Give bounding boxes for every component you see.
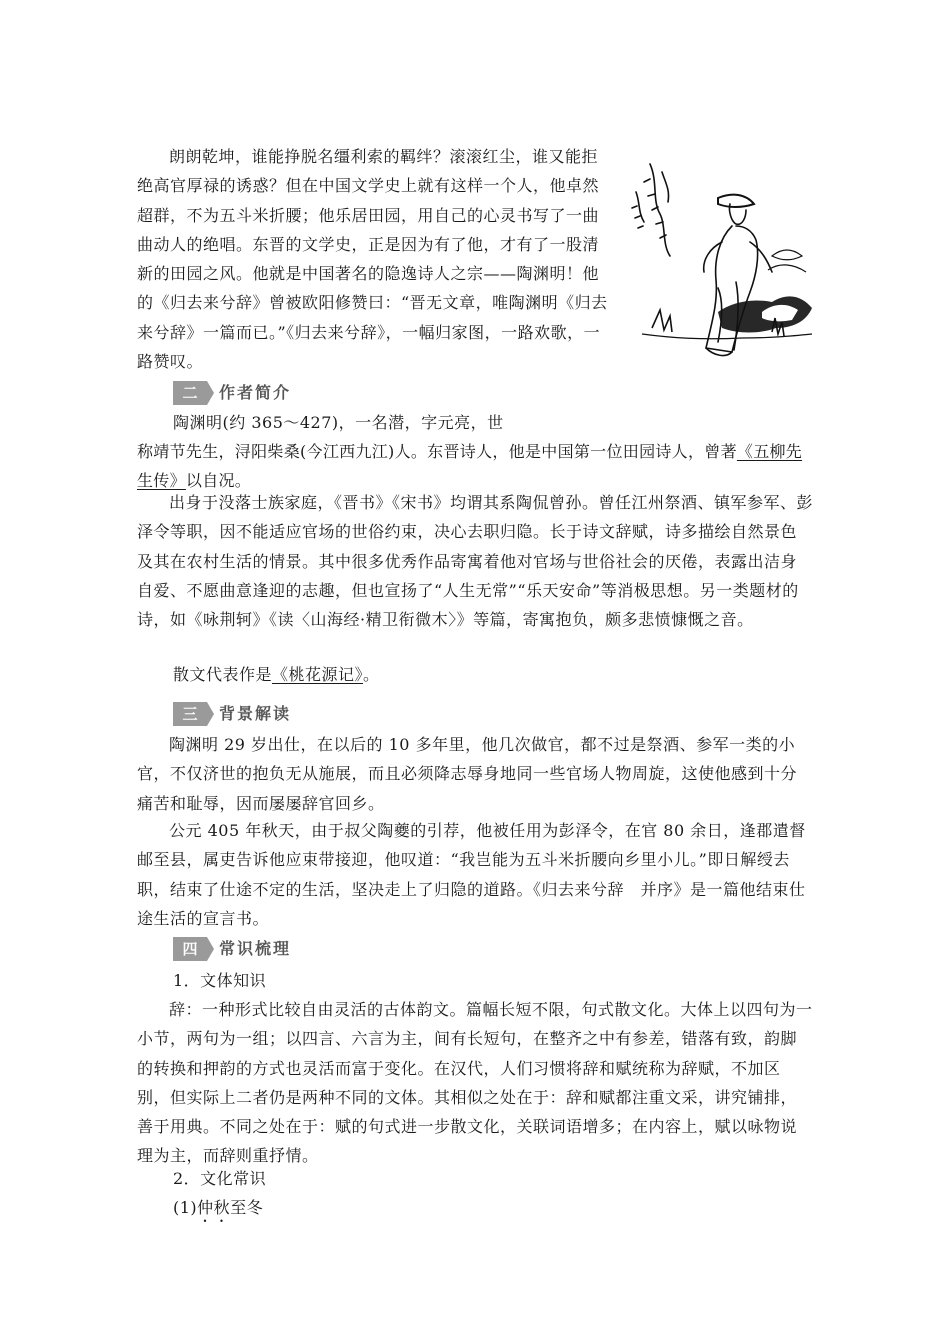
subitem-emphasis: 仲秋 [197, 1198, 231, 1217]
prose-label: 散文代表作是 [173, 665, 273, 684]
author-prose-line [173, 660, 849, 689]
section-title: 常识梳理 [219, 939, 292, 958]
author-paragraph-2: 出身于没落士族家庭，《晋书》《宋书》均谓其系陶侃曾孙。曾任江州祭酒、镇军参军、彭泽令等职，因不能适应官场的世俗约束，决心去职归隐。长于诗文辞赋，诗多描绘自然景色及其在农村生活的情景。其中很多优秀作品寄寓着他对官场与世俗社会的厌倦，表露出洁身自爱、不愿曲意逢迎的志趣，但也宣扬了“人生无常”“乐天安命”等消极思想。另一类题材的诗，如《咏荆轲》《读〈山海经·精卫衔微木〉》等篇，寄寓抱负，颇多悲愤慷慨之音。 [137, 493, 814, 630]
prose-end: 。 [363, 665, 380, 684]
section-title: 作者简介 [219, 383, 292, 402]
subitem-rest: 至冬 [230, 1198, 264, 1217]
knowledge-paragraph-1: 辞：一种形式比较自由灵活的古体韵文。篇幅长短不限，句式散文化。大体上以四句为一小节，两句为一组；以四言、六言为主，间有长短句，在整齐之中有参差，错落有致，韵脚的转换和押韵的方式也灵活而富于变化。在汉代，人们习惯将辞和赋统称为辞赋，不加区别，但实际上二者仍是两种不同的文体。其相似之处在于：辞和赋都注重文采，讲究铺排，善于用典。不同之处在于：赋的句式进一步散文化，关联词语增多；在内容上，赋以咏物说理为主，而辞则重抒情。 [137, 1000, 813, 1166]
author-line-2-text: 称靖节先生，浔阳柴桑(今江西九江)人。东晋诗人，他是中国第一位田园诗人，曾著 [137, 442, 737, 461]
book-title-taohua: 《桃花源记》 [272, 665, 364, 684]
author-line-2 [137, 437, 817, 496]
author-line-1: 陶渊明(约 365～427)，一名潜，字元亮，世 [173, 413, 504, 432]
knowledge-subitem-1 [173, 1193, 573, 1226]
section-title: 背景解读 [219, 704, 292, 723]
subitem-prefix: (1) [173, 1198, 198, 1217]
intro-paragraph: 朗朗乾坤，谁能挣脱名缰利索的羁绊？滚滚红尘，谁又能拒绝高官厚禄的诱惑？但在中国文学史上就有这样一个人，他卓然超群，不为五斗米折腰；他乐居田园，用自己的心灵书写了一曲曲动人的绝唱。东晋的文学史，正是因为有了他，才有了一股清新的田园之风。他就是中国著名的隐逸诗人之宗——陶渊明！他的《归去来兮辞》曾被欧阳修赞曰：“晋无文章，唯陶渊明《归去来兮辞》一篇而已。”《归去来兮辞》，一幅归家图，一路欢歌，一路赞叹。 [137, 147, 608, 372]
section-number: 三 [182, 705, 198, 723]
knowledge-item-1: 1．文体知识 [173, 971, 267, 990]
book-title-wuliu: 《五柳先生传》 [137, 442, 803, 491]
background-paragraph-2: 公元 405 年秋天，由于叔父陶夔的引荐，他被任用为彭泽令，在官 80 余日，逢郡遣督邮至县，属吏告诉他应束带接迎，他叹道：“我岂能为五斗米折腰向乡里小儿。”即日解绶去职，结束了仕途不定的生活，坚决走上了归隐的道路。《归去来兮辞 并序》是一篇他结束仕途生活的宣言书。 [137, 821, 806, 928]
author-line-2-end: 以自况。 [185, 471, 252, 491]
background-paragraph-1: 陶渊明 29 岁出仕，在以后的 10 多年里，他几次做官，都不过是祭酒、参军一类的小官，不仅济世的抱负无从施展，而且必须降志辱身地同一些官场人物周旋，这使他感到十分痛苦和耻辱，因而屡屡辞官回乡。 [137, 735, 798, 813]
section-number: 四 [182, 940, 198, 958]
poet-ink-painting-icon [622, 152, 818, 364]
section-number: 二 [182, 384, 198, 402]
knowledge-item-2: 2．文化常识 [173, 1169, 267, 1188]
